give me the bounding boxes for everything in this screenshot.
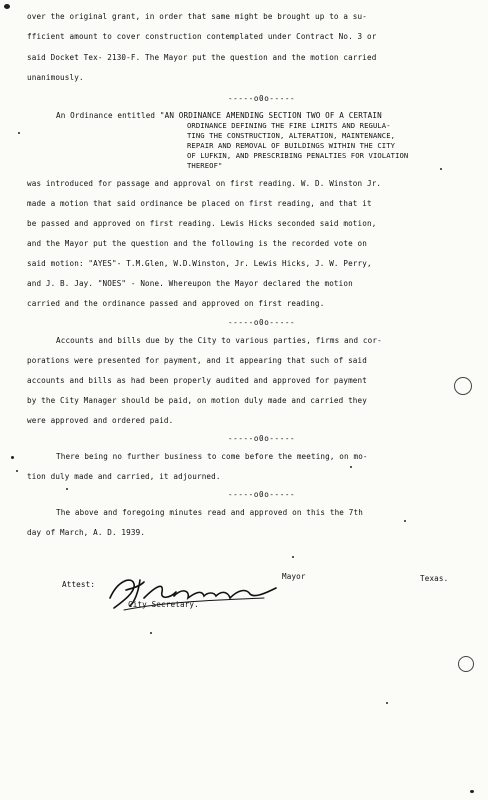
scan-speck bbox=[386, 702, 388, 704]
text-line: was introduced for passage and approval on first reading. W. D. Winston Jr. bbox=[27, 179, 382, 188]
scan-speck bbox=[150, 632, 152, 634]
text-line: be passed and approved on first reading. Lewis Hicks seconded said motion, bbox=[27, 219, 377, 228]
ordinance-title-line: REPAIR AND REMOVAL OF BUILDINGS WITHIN THE CITY bbox=[187, 141, 396, 150]
text-line: The above and foregoing minutes read and approved on this the 7th bbox=[56, 508, 363, 517]
scan-speck bbox=[404, 520, 406, 522]
punch-hole bbox=[454, 377, 472, 395]
attest-label: Attest: bbox=[62, 580, 96, 589]
text-line: were approved and ordered paid. bbox=[27, 416, 174, 425]
scan-speck bbox=[350, 466, 352, 468]
text-line: tion duly made and carried, it adjourned. bbox=[27, 472, 221, 481]
ordinance-title-line: TING THE CONSTRUCTION, ALTERATION, MAINTENANCE, bbox=[187, 131, 396, 140]
ordinance-title-line: THEREOF" bbox=[187, 161, 223, 170]
ordinance-title-line: OF LUFKIN, AND PRESCRIBING PENALTIES FOR VIOLATION bbox=[187, 151, 409, 160]
text-line: day of March, A. D. 1939. bbox=[27, 528, 146, 537]
scan-speck bbox=[18, 132, 20, 134]
text-line: porations were presented for payment, and it appearing that such of said bbox=[27, 356, 367, 365]
text-line: unanimously. bbox=[27, 73, 84, 82]
text-line: accounts and bills as had been properly audited and approved for payment bbox=[27, 376, 367, 385]
text-line: and J. B. Jay. "NOES" - None. Whereupon the Mayor declared the motion bbox=[27, 279, 353, 288]
text-line: made a motion that said ordinance be placed on first reading, and that it bbox=[27, 199, 372, 208]
scan-speck bbox=[4, 4, 10, 9]
text-line: said motion: "AYES"- T.M.Glen, W.D.Winston, Jr. Lewis Hicks, J. W. Perry, bbox=[27, 259, 372, 268]
section-separator: -----o0o----- bbox=[228, 490, 296, 499]
text-line: by the City Manager should be paid, on motion duly made and carried they bbox=[27, 396, 367, 405]
text-line: There being no further business to come before the meeting, on mo- bbox=[56, 452, 368, 461]
section-separator: -----o0o----- bbox=[228, 434, 296, 443]
mayor-label: Mayor bbox=[282, 572, 306, 581]
punch-hole bbox=[458, 656, 474, 672]
text-line: over the original grant, in order that same might be brought up to a su- bbox=[27, 12, 367, 21]
text-line: Accounts and bills due by the City to various parties, firms and cor- bbox=[56, 336, 382, 345]
handwritten-signature bbox=[104, 568, 284, 616]
text-line: An Ordinance entitled "AN ORDINANCE AMENDING SECTION TWO OF A CERTAIN bbox=[56, 111, 382, 120]
scan-speck bbox=[470, 790, 474, 793]
text-line: and the Mayor put the question and the following is the recorded vote on bbox=[27, 239, 367, 248]
text-line: fficient amount to cover construction contemplated under Contract No. 3 or bbox=[27, 32, 377, 41]
scan-speck bbox=[16, 470, 18, 472]
ordinance-title-line: ORDINANCE DEFINING THE FIRE LIMITS AND REGULA- bbox=[187, 121, 391, 130]
section-separator: -----o0o----- bbox=[228, 94, 296, 103]
state-label: Texas. bbox=[420, 574, 449, 583]
section-separator: -----o0o----- bbox=[228, 318, 296, 327]
scan-speck bbox=[66, 488, 68, 490]
text-line: carried and the ordinance passed and approved on first reading. bbox=[27, 299, 325, 308]
scan-speck bbox=[292, 556, 294, 558]
scan-speck bbox=[440, 168, 442, 170]
scan-speck bbox=[11, 456, 14, 459]
city-secretary-label: City Secretary. bbox=[128, 600, 199, 609]
text-line: said Docket Tex- 2130-F. The Mayor put the question and the motion carried bbox=[27, 53, 377, 62]
